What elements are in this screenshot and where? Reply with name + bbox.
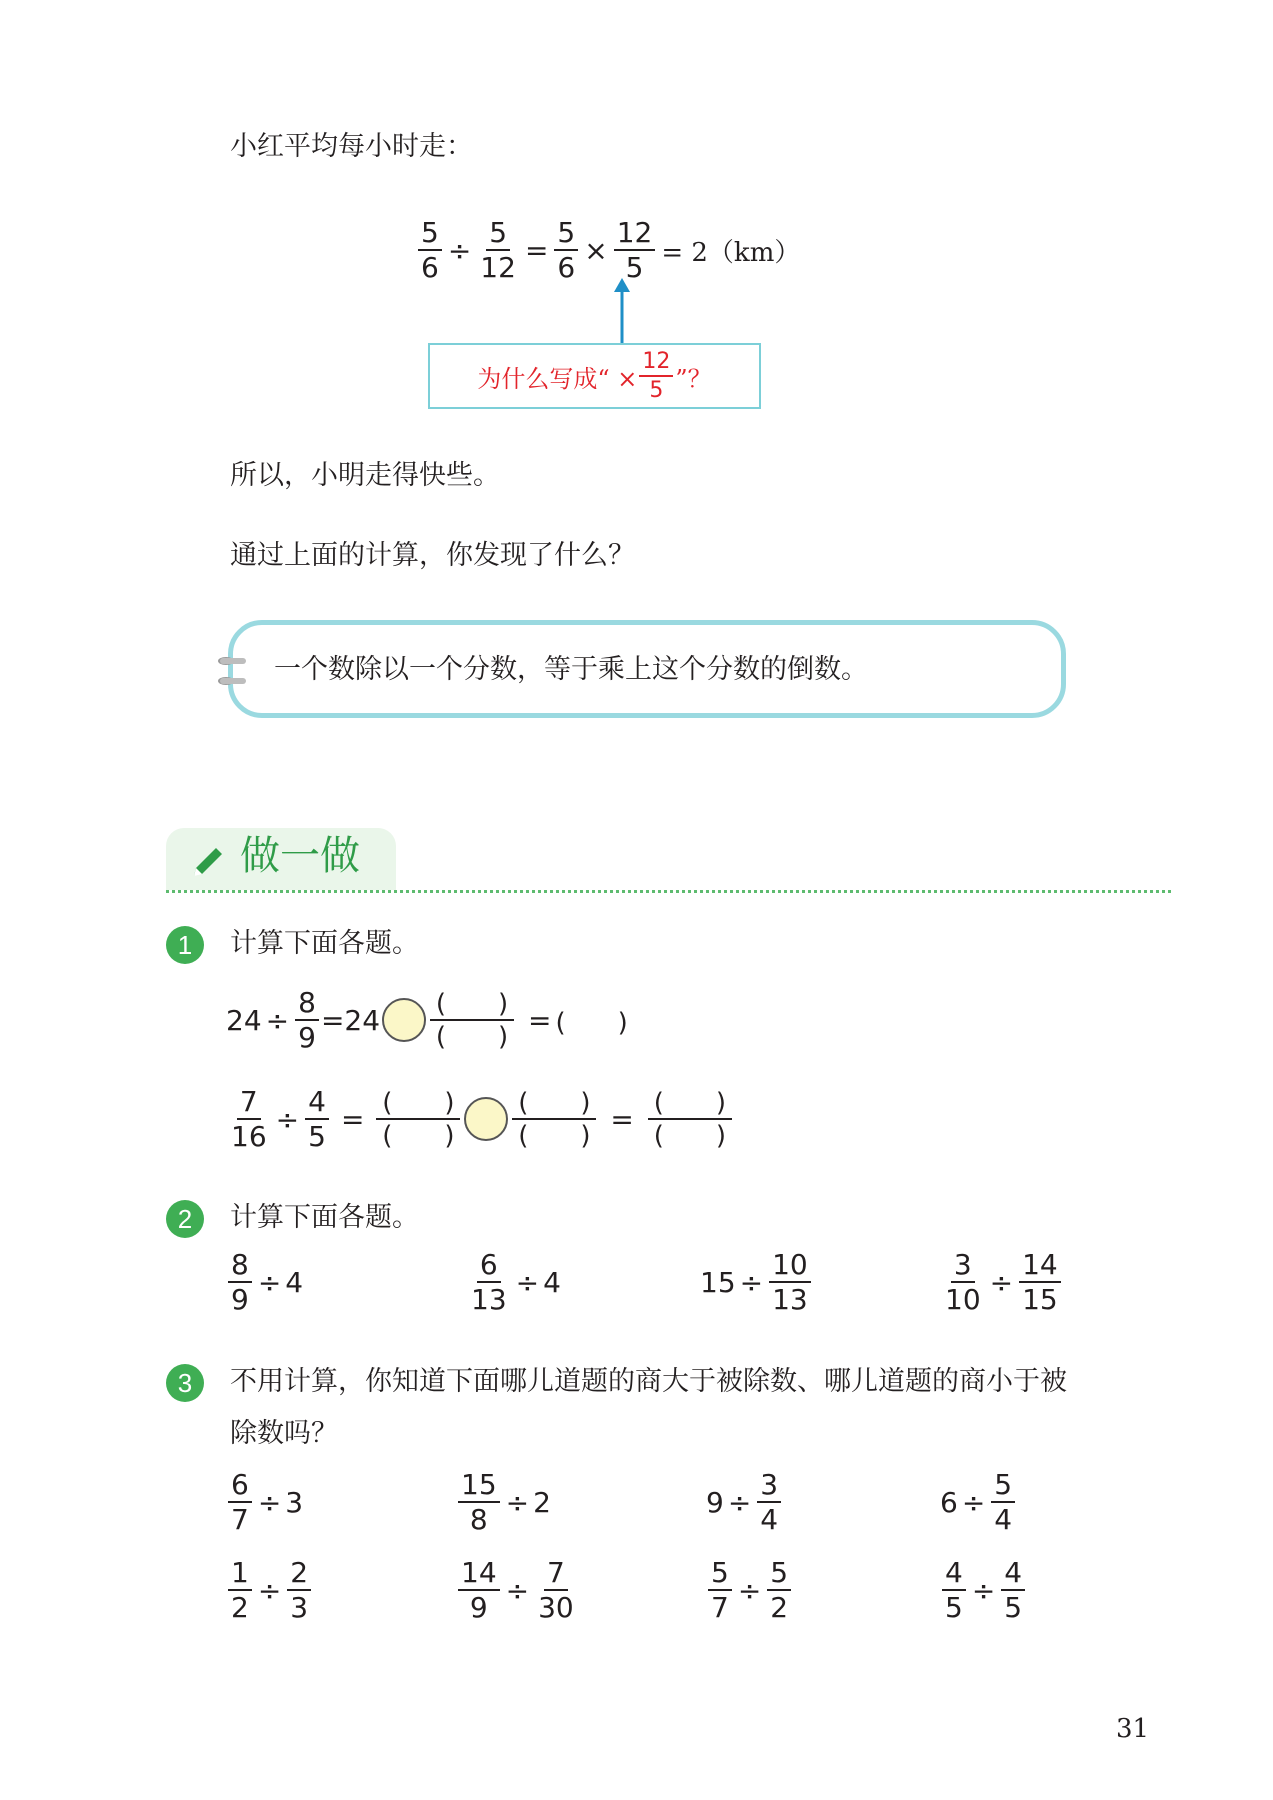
rule-text: 一个数除以一个分数，等于乘上这个分数的倒数。: [274, 654, 868, 685]
arrow-up-icon: [610, 278, 634, 344]
exercise-2-item: 15 ÷ $\frac{10}{13}$: [700, 1242, 813, 1322]
exercise-3-item: $\frac{4}{5}$ ÷ $\frac{4}{5}$: [940, 1550, 1027, 1630]
main-calculation: $\frac{5}{6}$ ÷ $\frac{5}{12}$ = $\frac{5}{6}$ × $\frac{12}{5}$ = 2（km）: [416, 210, 804, 290]
exercise-number-badge: 1: [166, 926, 204, 964]
section-divider: [166, 890, 1171, 893]
exercise-3-item: 9 ÷ $\frac{3}{4}$: [706, 1462, 783, 1542]
section-title: 做一做: [240, 833, 360, 879]
exercise-3-item: $\frac{14}{9}$ ÷ $\frac{7}{30}$: [456, 1550, 579, 1630]
exercise-3-item: $\frac{6}{7}$ ÷ 3: [226, 1462, 303, 1542]
exercise-2-item: $\frac{6}{13}$ ÷ 4: [471, 1247, 561, 1316]
exercise-title: 计算下面各题。: [230, 928, 419, 959]
binder-ring-icon: [216, 652, 252, 690]
conclusion-text: 所以，小明走得快些。: [230, 460, 500, 491]
exercise-3-item: $\frac{15}{8}$ ÷ 2: [456, 1462, 551, 1542]
operator-blank-circle[interactable]: [464, 1097, 508, 1141]
fraction: $\frac{5}{6}$: [418, 219, 442, 282]
exercise-3-item: $\frac{5}{7}$ ÷ $\frac{5}{2}$: [706, 1550, 793, 1630]
exercise-title-line-2: 除数吗？: [230, 1418, 338, 1449]
exercise-title: 不用计算，你知道下面哪儿道题的商大于被除数、哪儿道题的商小于被: [230, 1366, 1067, 1397]
exercise-1-row-2: $\frac{7}{16}$ ÷ $\frac{4}{5}$ = $\frac{( )}{( )}$ $\frac{( )}{( )}$ = $\frac{( )}{( )}$: [226, 1074, 734, 1164]
fraction-blank[interactable]: $\frac{( )}{( )}$: [376, 1090, 460, 1149]
fraction: $\frac{7}{16}$: [231, 1084, 267, 1153]
exercise-number-badge: 2: [166, 1200, 204, 1238]
exercise-1-row-1: 24 ÷ $\frac{8}{9}$ =24 $\frac{( )}{( )}$ = ( ): [226, 985, 628, 1054]
answer-blank[interactable]: ( ): [555, 1007, 628, 1038]
fraction: $\frac{8}{9}$: [295, 989, 319, 1052]
exercise-3-item: $\frac{1}{2}$ ÷ $\frac{2}{3}$: [226, 1550, 313, 1630]
fraction-blank[interactable]: $\frac{( )}{( )}$: [512, 1090, 596, 1149]
fraction: $\frac{5}{12}$: [480, 215, 516, 284]
exercise-title: 计算下面各题。: [230, 1202, 419, 1233]
intro-text: 小红平均每小时走：: [230, 131, 473, 162]
callout-box: 为什么写成“ × $\frac{12}{5}$ ”？: [428, 343, 761, 409]
fraction-blank[interactable]: $\frac{( )}{( )}$: [430, 991, 514, 1050]
fraction: $\frac{12}{5}$: [639, 351, 673, 402]
exercise-2-item: $\frac{8}{9}$ ÷ 4: [226, 1242, 303, 1322]
operator-blank-circle[interactable]: [382, 998, 426, 1042]
page-number: 31: [1116, 1714, 1150, 1744]
question-text: 通过上面的计算，你发现了什么？: [230, 540, 635, 571]
exercise-3-item: 6 ÷ $\frac{5}{4}$: [940, 1462, 1017, 1542]
fraction-blank[interactable]: $\frac{( )}{( )}$: [648, 1090, 732, 1149]
exercise-number-badge: 3: [166, 1364, 204, 1402]
fraction-reciprocal: $\frac{12}{5}$: [614, 219, 656, 282]
fraction: $\frac{5}{6}$: [554, 219, 578, 282]
pencil-icon: [190, 842, 226, 878]
exercise-2-item: $\frac{3}{10}$ ÷ $\frac{14}{15}$: [940, 1242, 1063, 1322]
fraction: $\frac{4}{5}$: [305, 1088, 329, 1151]
